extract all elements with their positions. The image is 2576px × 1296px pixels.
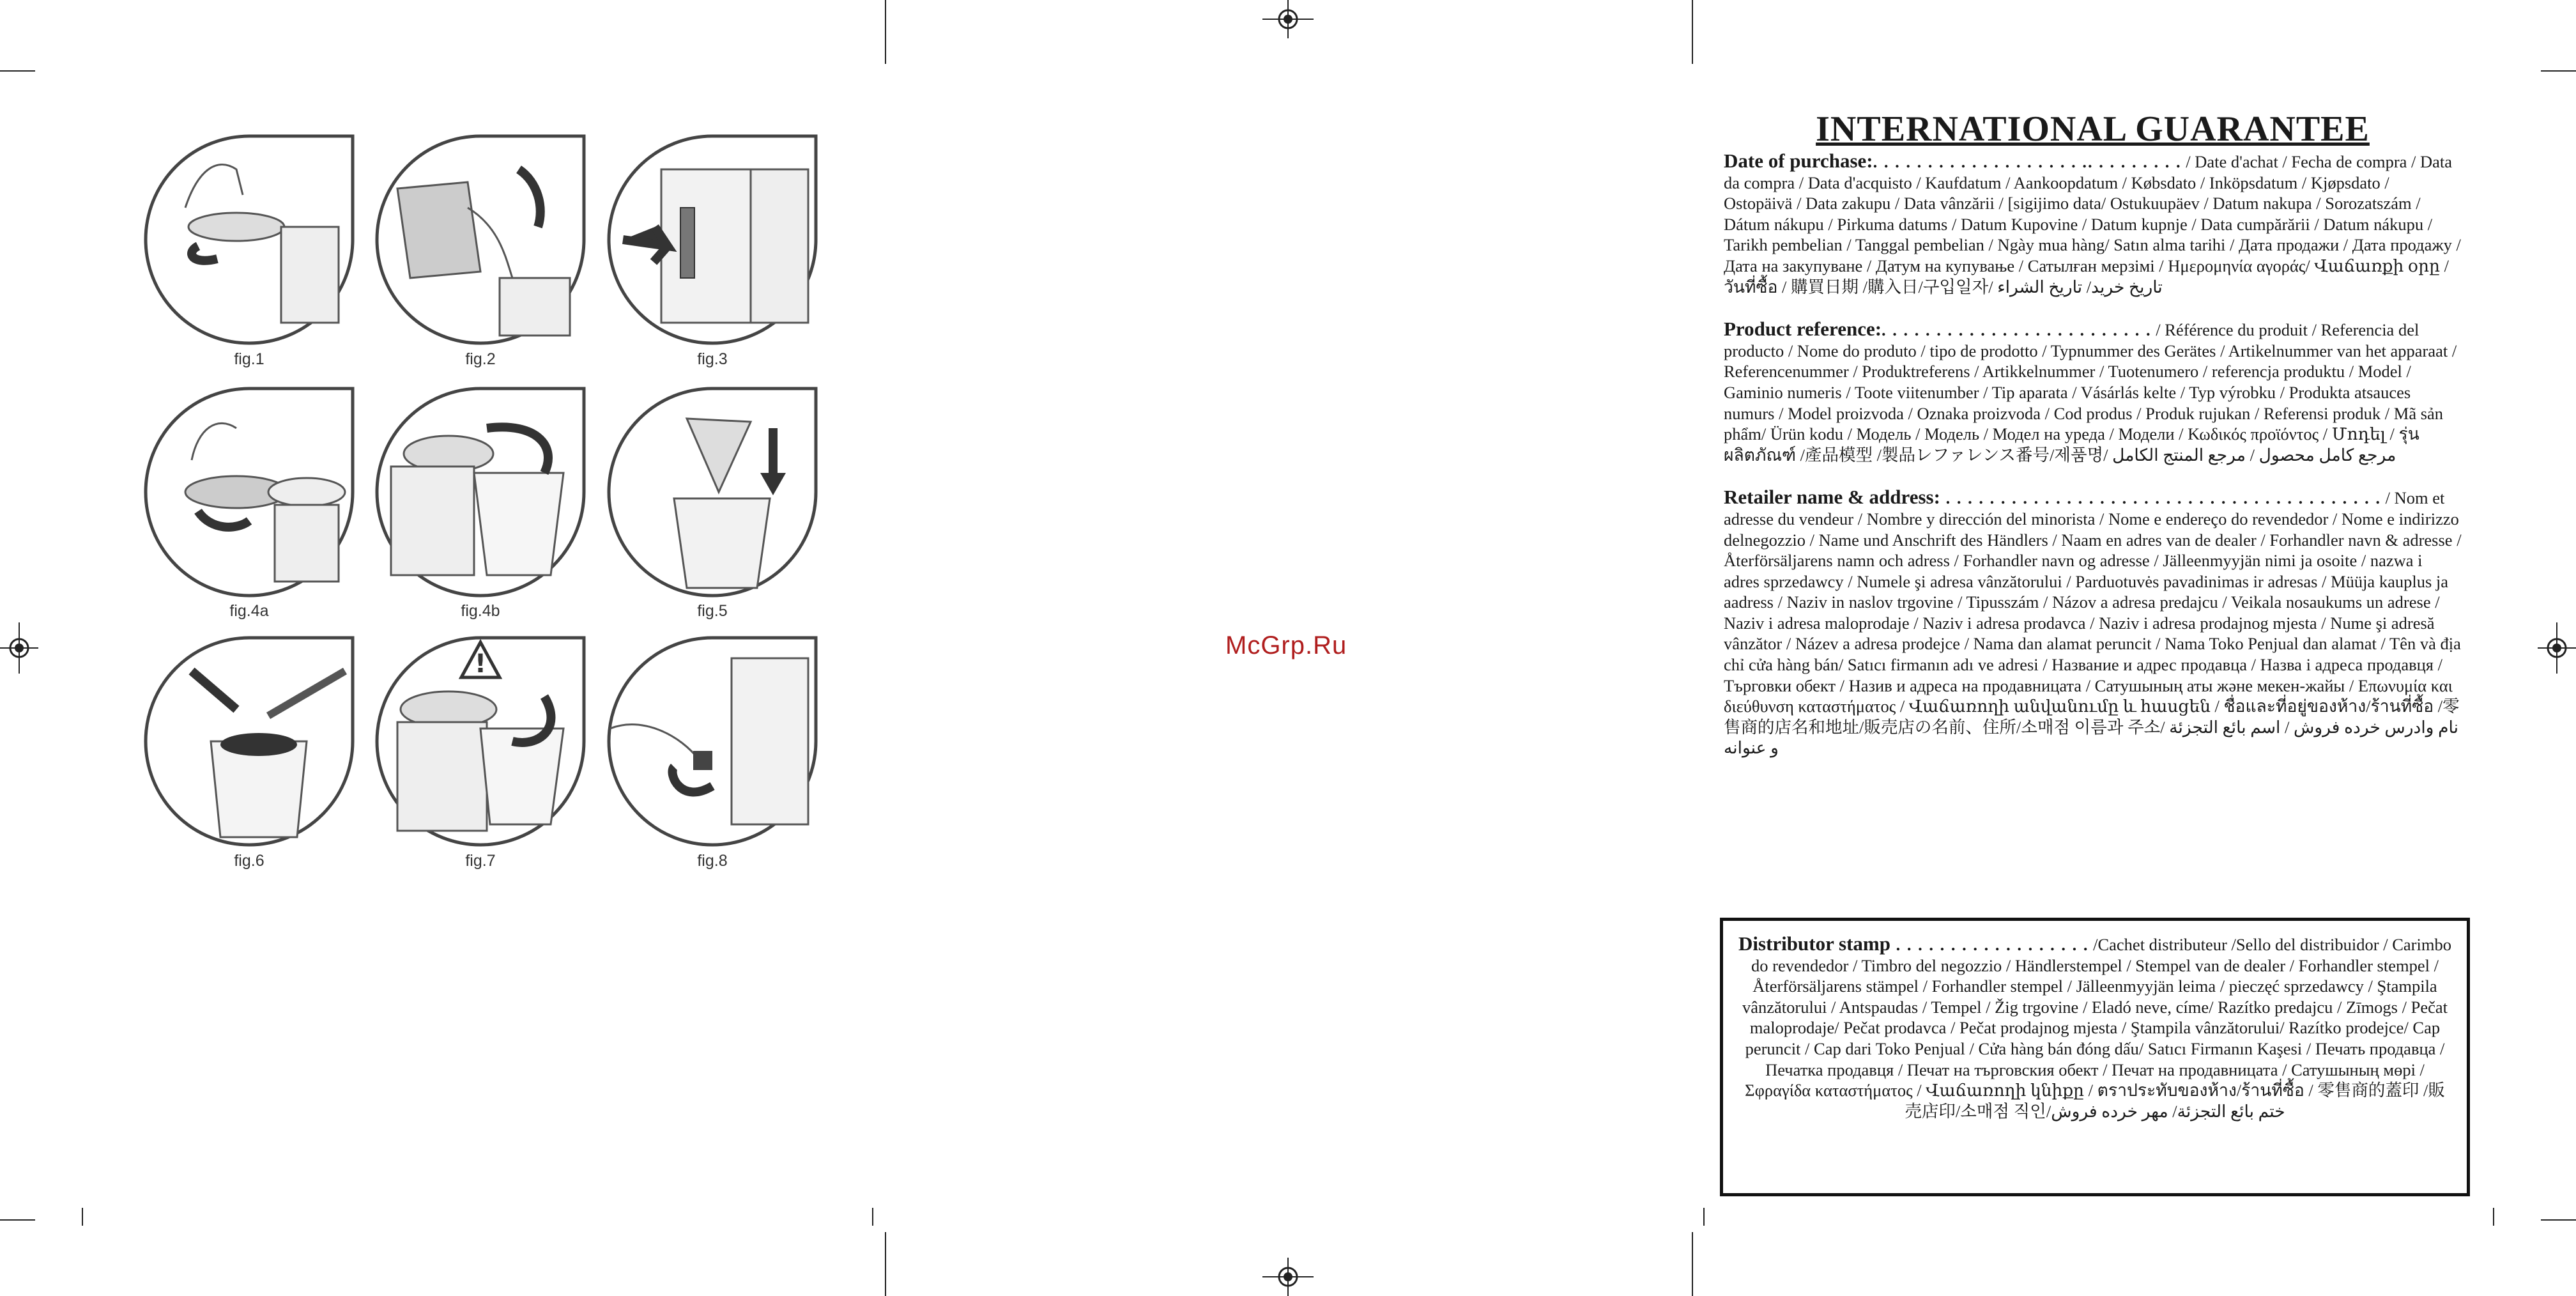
field-label: Retailer name & address: xyxy=(1724,486,1940,509)
figure-3 xyxy=(604,131,821,348)
crop-mark xyxy=(885,0,886,64)
figure-caption: fig.1 xyxy=(234,350,264,368)
watermark: McGrp.Ru xyxy=(1225,631,1347,660)
crop-mark xyxy=(2493,1208,2494,1226)
figure-caption: fig.2 xyxy=(465,350,496,368)
field-translations: / Date d'achat / Fecha de compra / Data da compra / Data d'acquisto / Kaufdatum / Aankoopdatum / Købsdato / Inköpsdatum / Kjøpsdato / Ostopäivä / Data zakupu / Data vânzării / [sigijimo data/ Ostukuupäev / Datum nakupa / Sorozatszám / Dátum nákupu / Pirkuma datums / Datum Kupovine / Datum kupnje / Data cumpărării / Datum nákupu / Tarikh pembelian / Tanggal pembelian / Ngày mua hàng/ Satın alma tarihi / Дата продажи / Дата продажу / Дата на закупуване / Датум на купување / Сатылған мерзімі / Ημερομηνία αγοράς/ Վաճառքի օրը /วันที่ซื้อ / 購買日期 /購入日/구입일자/ تاریخ خرید/ تاريخ الشراء xyxy=(1724,152,2461,297)
registration-mark xyxy=(2538,622,2576,674)
field-label: Date of purchase: xyxy=(1724,150,1873,172)
figure-1 xyxy=(141,131,358,348)
figure-caption: fig.5 xyxy=(697,602,728,620)
figure-caption: fig.6 xyxy=(234,852,264,870)
fill-in-line: . . . . . . . . . . . . . . . . . . . . . . . . . . . . . . . . . . . . . . . . xyxy=(1940,488,2381,508)
fill-in-line: . . . . . . . . . . . . . . . . . . xyxy=(1890,935,2089,954)
crop-mark xyxy=(872,1208,873,1226)
fill-in-line: . . . . . . . . . . . . . . . . . . . .. . . . . . . . . xyxy=(1873,152,2182,171)
figure-5 xyxy=(604,383,821,601)
crop-mark xyxy=(1703,1208,1705,1226)
product-reference-block xyxy=(1724,319,2462,465)
crop-mark xyxy=(1692,0,1693,64)
field-label: Distributor stamp xyxy=(1738,932,1890,955)
crop-mark xyxy=(2541,1219,2576,1221)
figure-caption: fig.4b xyxy=(461,602,500,620)
crop-mark xyxy=(2541,70,2576,72)
field-translations: / Nom et adresse du vendeur / Nombre y dirección del minorista / Nome e endereço do revendedor / Nome e indirizzo delnegozzio / Name und Anschrift des Händlers / Naam en adres van de dealer / Forhandler navn & adresse / Återförsäljarens namn och adress / Forhandler navn og adresse / Jälleenmyyjän nimi ja osoite / nazwa i adres sprzedawcy / Numele şi adresa vânzătorului / Parduotuvės pavadinimas ir adresas / Müüja kauplus ja aadress / Naziv in naslov trgovine / Tipusszám / Názov a adresa predajcu / Veikala nosaukums un adrese / Naziv i adresa maloprodaje / Naziv i adresa prodavca / Naziv i adresa prodajnog mjesta / Nume şi adresă vânzător / Název a adresa prodejce / Nama dan alamat peruncit / Nama Toko Penjual dan alamat / Tên và địa chỉ cửa hàng bán/ Satıcı firmanın adı ve adresi / Название и адрес продавца / Назва і адреса продавця / Търговки обект / Назив и адреса на продавницата / Сатушының аты және мекен-жайы / Επωνυμία και διεύθυνση καταστήματος / Վաճառողի անվանումը և հասցեն / ชื่อและที่อยู่ของห้าง/ร้านที่ซื้อ /零售商的店名和地址/販売店の名前、住所/소매점 이름과 주소/ نام وادرس خرده فروش / اسم بائع التجزئة و عنوانه xyxy=(1724,488,2462,758)
registration-mark xyxy=(1262,0,1314,38)
field-translations: /Cachet distributeur /Sello del distribuidor / Carimbo do revendedor / Timbro del negozzio / Händlerstempel / Stempel van de dealer / Forhandler stempel / Återförsäljarens stämpel / Forhandler stempel / Jälleenmyyjän leima / pieczęć sprzedawcy / Ştampila vânzătorului / Antspaudas / Tempel / Žig trgovine / Eladó neve, címe/ Razítko predajcu / Zīmogs / Pečat maloprodaje/ Pečat prodavca / Pečat prodajnog mjesta / Ştampila vânzătorului/ Razítko prodejce/ Cap peruncit / Cap dari Toko Penjual / Cửa hàng bán đóng dấu/ Satıcı Firmanın Kaşesi / Печать продавца / Печатка продавця / Печат на търговския обект / Печат на продавницата / Сатушының мөрі / Σφραγίδα καταστήματος / Վաճառողի կնիքը / ตราประทับของห้าง/ร้านที่ซื้อ / 零售商的蓋印 /販売店印/소매점 직인/ختم بائع التجزئة/ مهر خرده فروش xyxy=(1742,935,2451,1121)
figure-4b xyxy=(372,383,589,601)
guarantee-column xyxy=(1724,109,2462,780)
figure-caption: fig.3 xyxy=(697,350,728,368)
registration-mark xyxy=(0,622,38,674)
distributor-stamp-box xyxy=(1720,918,2470,1196)
crop-mark xyxy=(0,70,35,72)
figure-4a xyxy=(141,383,358,601)
figure-caption: fig.4a xyxy=(229,602,269,620)
svg-text:!: ! xyxy=(474,649,487,679)
crop-mark xyxy=(82,1208,83,1226)
date-of-purchase-block xyxy=(1724,151,2462,297)
field-label: Product reference: xyxy=(1724,318,1882,341)
retailer-block xyxy=(1724,487,2462,759)
page-title: INTERNATIONAL GUARANTEE xyxy=(1816,109,2370,149)
figure-8 xyxy=(604,633,821,850)
crop-mark xyxy=(885,1232,886,1296)
figure-7 xyxy=(372,633,589,850)
fill-in-line: . . . . . . . . . . . . . . . . . . . . . . . . . xyxy=(1882,320,2152,340)
figure-2 xyxy=(372,131,589,348)
field-translations: / Référence du produit / Referencia del producto / Nome do produto / tipo de prodotto / Typnummer des Gerätes / Artikelnummer van het apparaat / Referencenummer / Produktreferens / Artikkelnummer / Tuotenumero / referencja produktu / Model / Gaminio numeris / Toote viitenumber / Tip aparata / Vásárlás kelte / Typ výrobku / Produkta atsauces numurs / Model proizvoda / Oznaka proizvoda / Cod produs / Produk rujukan / Referensi produk / Mã sản phẩm/ Ürün kodu / Модель / Модель / Модел на уреда / Модели / Κωδικός προϊόντος / Մոդել / รุ่นผลิตภัณฑ์ /產品模型 /製品レファレンス番号/제품명/ مرجع كامل محصول / مرجع المنتج الكامل xyxy=(1724,320,2457,465)
registration-mark xyxy=(1262,1258,1314,1296)
crop-mark xyxy=(1692,1232,1693,1296)
crop-mark xyxy=(0,1219,35,1221)
figure-caption: fig.7 xyxy=(465,852,496,870)
figure-caption: fig.8 xyxy=(697,852,728,870)
figure-6 xyxy=(141,633,358,850)
